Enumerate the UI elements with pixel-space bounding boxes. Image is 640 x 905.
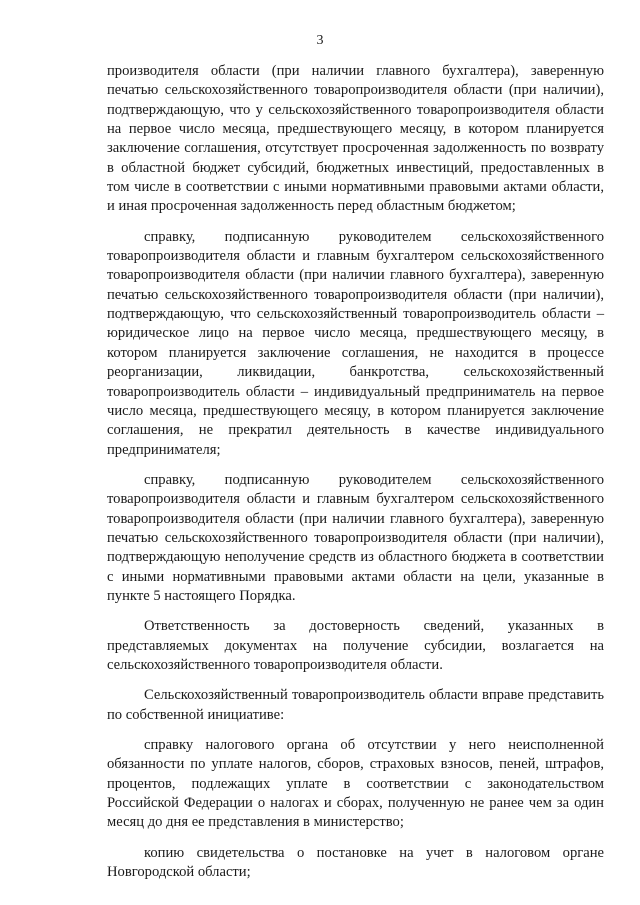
paragraph-reorganization-certificate: справку, подписанную руководителем сельскохозяйственного товаропроизводителя области и главным бухгалтером сельскохозяйственного товаропроизводителя области (при наличии главного бухгалтера), заверенную печатью сельскохозяйственного товаропроизводителя области (при наличии), подтверждающую, что сельскохозяйственный товаропроизводитель области – юридическое лицо на первое число месяца, предшествующего месяцу, в котором планируется заключение соглашения, не находится в процессе реорганизации, ликвидации, банкротства, сельскохозяйственный товаропроизводитель области – индивидуальный предприниматель на первое число месяца, предшествующего месяцу, в котором планируется заключение соглашения, не прекратил деятельность в качестве индивидуального предпринимателя; xyxy=(107,228,604,458)
page-number: 3 xyxy=(316,33,324,48)
paragraph-responsibility: Ответственность за достоверность сведений, указанных в представляемых документах на получение субсидии, возлагается на сельскохозяйственного товаропроизводителя области. xyxy=(107,618,604,673)
paragraph-nonreceipt-certificate: справку, подписанную руководителем сельскохозяйственного товаропроизводителя области и главным бухгалтером сельскохозяйственного товаропроизводителя области (при наличии главного бухгалтера), заверенную печатью сельскохозяйственного товаропроизводителя области (при наличии), подтверждающую неполучение средств из областного бюджета в соответствии с иными нормативными правовыми актами области на цели, указанные в пункте 5 настоящего Порядка. xyxy=(107,471,604,604)
document-body xyxy=(107,62,604,882)
paragraph-tax-debt-certificate: производителя области (при наличии главного бухгалтера), заверенную печатью сельскохозяйственного товаропроизводителя области (при наличии), подтверждающую, что у сельскохозяйственного товаропроизводителя области на первое число месяца, предшествующего месяцу, в котором планируется заключение соглашения, отсутствует просроченная задолженность по возврату в областной бюджет субсидий, бюджетных инвестиций, предоставленных в том числе в соответствии с иными нормативными правовыми актами области, и иная просроченная задолженность перед областным бюджетом; xyxy=(107,63,604,215)
paragraph-tax-authority-certificate: справку налогового органа об отсутствии у него неисполненной обязанности по уплате налогов, сборов, страховых взносов, пеней, штрафов, процентов, подлежащих уплате в соответствии с законодательством Российской Федерации о налогах и сборах, полученную не ранее чем за один месяц до дня ее представления в министерство; xyxy=(107,737,604,831)
paragraph-own-initiative: Сельскохозяйственный товаропроизводитель области вправе представить по собственной инициативе: xyxy=(107,687,604,723)
paragraph-registration-certificate: копию свидетельства о постановке на учет в налоговом органе Новгородской области; xyxy=(107,844,604,881)
